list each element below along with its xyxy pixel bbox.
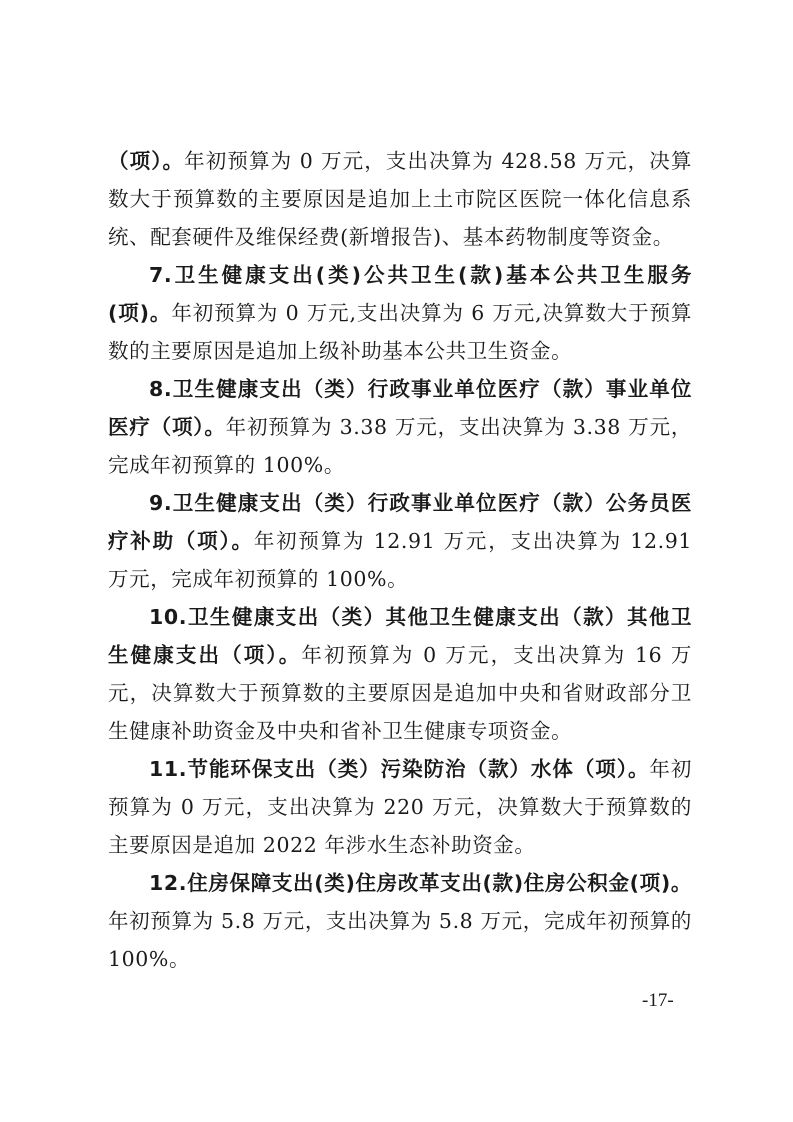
paragraph-7-text: 年初预算为 5.8 万元，支出决算为 5.8 万元，完成年初预算的 100%。 [108, 909, 692, 971]
paragraph-1-heading: （项）。 [108, 149, 185, 173]
paragraph-4-text: 年初预算为 12.91 万元，支出决算为 12.91 万元，完成年初预算的 100%。 [108, 529, 692, 591]
paragraph-3-heading: 8.卫生健康支出（类）行政事业单位医疗（款）事业单位医疗（项）。 [108, 377, 692, 439]
paragraph-6 [108, 750, 692, 864]
paragraph-7-heading: 12.住房保障支出(类)住房改革支出(款)住房公积金(项)。 [149, 871, 692, 895]
paragraph-4-heading: 9.卫生健康支出（类）行政事业单位医疗（款）公务员医疗补助（项）。 [108, 491, 692, 553]
document-body [108, 142, 692, 978]
paragraph-5-heading: 10.卫生健康支出（类）其他卫生健康支出（款）其他卫生健康支出（项）。 [108, 605, 692, 667]
paragraph-7 [108, 864, 692, 978]
paragraph-2-text: 年初预算为 0 万元,支出决算为 6 万元,决算数大于预算数的主要原因是追加上级补助基本公共卫生资金。 [108, 301, 692, 363]
paragraph-2 [108, 256, 692, 370]
paragraph-1-text: 年初预算为 0 万元，支出决算为 428.58 万元，决算数大于预算数的主要原因是追加上土市院区医院一体化信息系统、配套硬件及维保经费(新增报告)、基本药物制度等资金。 [108, 149, 692, 249]
paragraph-4 [108, 484, 692, 598]
paragraph-2-heading: 7.卫生健康支出(类)公共卫生(款)基本公共卫生服务(项)。 [108, 263, 692, 325]
paragraph-3-text: 年初预算为 3.38 万元，支出决算为 3.38 万元，完成年初预算的 100%。 [108, 415, 692, 477]
paragraph-5 [108, 598, 692, 750]
page-number: -17- [642, 990, 674, 1011]
paragraph-3 [108, 370, 692, 484]
paragraph-6-heading: 11.节能环保支出（类）污染防治（款）水体（项）。 [149, 757, 650, 781]
paragraph-1 [108, 142, 692, 256]
paragraph-5-text: 年初预算为 0 万元，支出决算为 16 万元，决算数大于预算数的主要原因是追加中央和省财政部分卫生健康补助资金及中央和省补卫生健康专项资金。 [108, 643, 692, 743]
paragraph-6-text: 年初预算为 0 万元，支出决算为 220 万元，决算数大于预算数的主要原因是追加 2022 年涉水生态补助资金。 [108, 757, 692, 857]
